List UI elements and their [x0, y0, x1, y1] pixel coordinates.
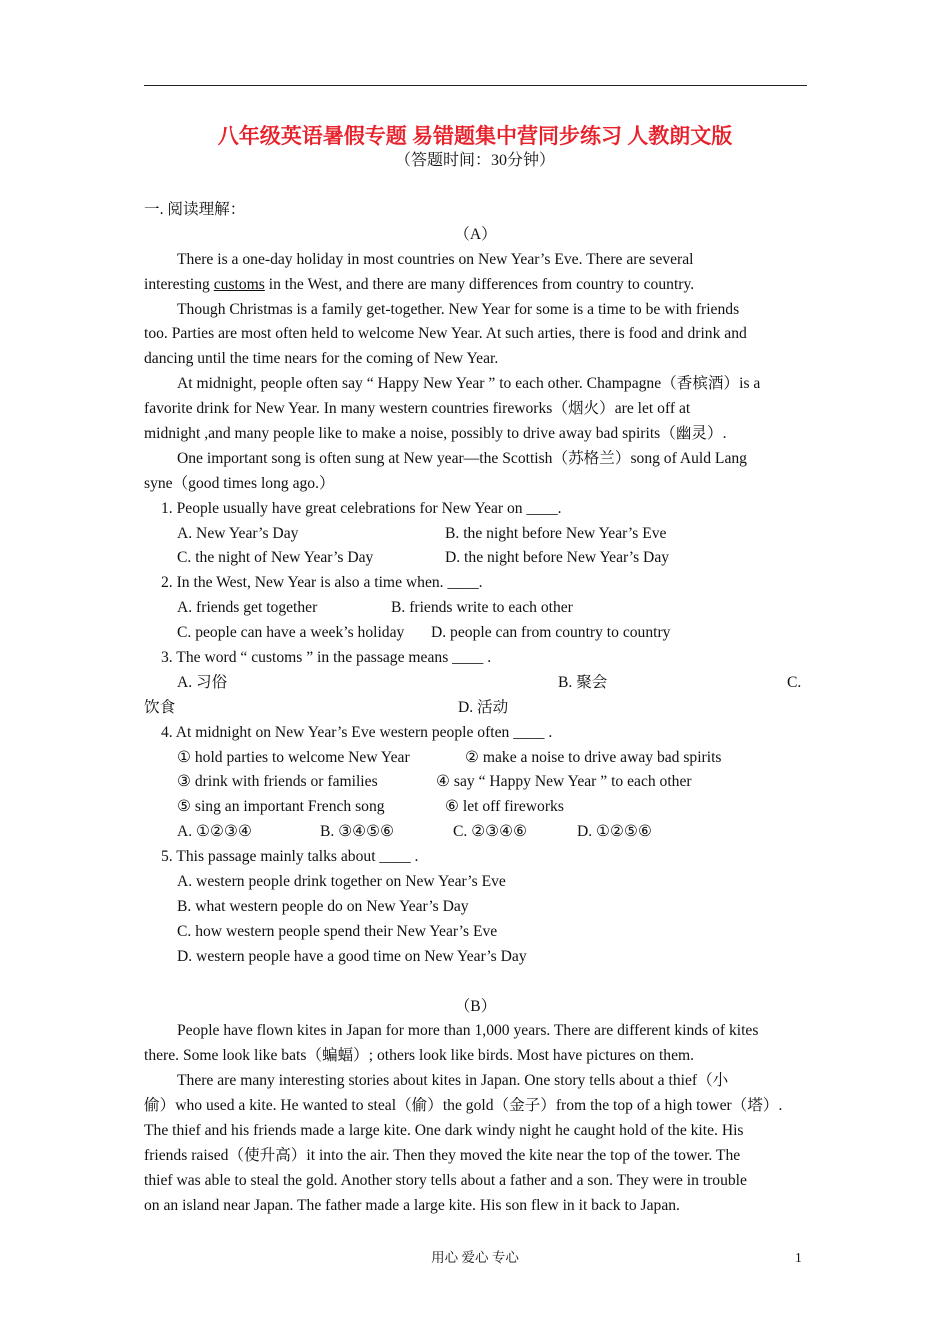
option-b: B. 聚会 — [558, 673, 608, 691]
question-4-options-row — [144, 820, 807, 845]
question-4-choices-row — [144, 746, 807, 771]
option-c: C. how western people spend their New Year’s Eve — [177, 922, 498, 940]
option-b: B. friends write to each other — [391, 599, 573, 617]
option-b: B. the night before New Year’s Eve — [445, 524, 667, 542]
question-2-options-row — [144, 596, 807, 621]
option-b: B. what western people do on New Year’s Day — [177, 897, 469, 915]
option-a: A. 习俗 — [177, 673, 228, 691]
passage-a-line: midnight ,and many people like to make a noise, possibly to drive away bad spirits（幽灵）. — [144, 425, 727, 443]
option-b: B. ③④⑤⑥ — [320, 823, 395, 841]
question-4-choices-row — [144, 770, 807, 795]
document-body — [144, 198, 807, 1219]
question-3-options-row — [144, 696, 807, 721]
option-a: A. western people drink together on New Year’s Eve — [177, 873, 506, 891]
passage-a-line: One important song is often sung at New year—the Scottish（苏格兰）song of Auld Lang — [177, 449, 747, 467]
section-heading: 一. 阅读理解： — [144, 201, 246, 218]
question-5-stem: 5. This passage mainly talks about ____ . — [161, 848, 419, 866]
footer-motto: 用心 爱心 专心 — [431, 1250, 519, 1265]
option-a: A. friends get together — [177, 599, 318, 617]
passage-a-line: too. Parties are most often held to welcome New Year. At such arties, there is food and drink and — [144, 325, 747, 343]
section-spacer — [144, 970, 807, 995]
passage-a-text: interesting — [144, 275, 214, 293]
question-4-choices-row — [144, 795, 807, 820]
choice-3: ③ drink with friends or families — [177, 773, 378, 791]
option-d: D. ①②⑤⑥ — [577, 823, 652, 841]
option-c-text: 饮食 — [144, 698, 176, 716]
choice-6: ⑥ let off fireworks — [445, 798, 564, 816]
passage-b-line: There are many interesting stories about kites in Japan. One story tells about a thief（小 — [177, 1072, 729, 1090]
passage-a-line: syne（good times long ago.） — [144, 474, 335, 492]
question-1-options-row — [144, 522, 807, 547]
option-d: D. people can from country to country — [431, 624, 671, 642]
passage-b-line: People have flown kites in Japan for more than 1,000 years. There are different kinds of kites — [177, 1022, 759, 1040]
question-3-options-row — [144, 671, 807, 696]
question-1-options-row — [144, 546, 807, 571]
question-4-stem: 4. At midnight on New Year’s Eve western people often ____ . — [161, 723, 553, 741]
passage-b-line: on an island near Japan. The father made a large kite. His son flew in it back to Japan. — [144, 1196, 680, 1214]
passage-a-line: There is a one-day holiday in most countries on New Year’s Eve. There are several — [177, 250, 694, 268]
option-d: D. the night before New Year’s Day — [445, 549, 670, 567]
passage-b-line: there. Some look like bats（蝙蝠）; others look like birds. Most have pictures on them. — [144, 1047, 695, 1065]
header-rule — [144, 85, 807, 86]
option-c-label: C. — [787, 673, 802, 691]
option-c: C. ②③④⑥ — [453, 823, 528, 841]
passage-a-line — [144, 273, 807, 298]
passage-b-line: 偷）who used a kite. He wanted to steal（偷）the gold（金子）from the top of a high tower（塔）. — [144, 1097, 783, 1115]
option-c: C. people can have a week’s holiday — [177, 624, 405, 642]
choice-4: ④ say “ Happy New Year ” to each other — [436, 773, 692, 791]
passage-b-line: thief was able to steal the gold. Another story tells about a father and a son. They were in trouble — [144, 1171, 747, 1189]
document-title: 八年级英语暑假专题 易错题集中营同步练习 人教朗文版 — [217, 124, 733, 148]
passage-b-line: friends raised（使升高）it into the air. Then they moved the kite near the top of the tower. The — [144, 1146, 741, 1164]
passage-a-text: in the West, and there are many differences from country to country. — [264, 275, 695, 293]
question-2-stem: 2. In the West, New Year is also a time when. ____. — [161, 574, 483, 592]
passage-a-line: At midnight, people often say “ Happy New Year ” to each other. Champagne（香槟酒）is a — [177, 375, 761, 393]
option-a: A. New Year’s Day — [177, 524, 299, 542]
option-d: D. western people have a good time on New Year’s Day — [177, 947, 527, 965]
time-limit-subtitle: （答题时间：30分钟） — [394, 152, 555, 169]
passage-a-line: dancing until the time nears for the coming of New Year. — [144, 350, 499, 368]
passage-b-line: The thief and his friends made a large kite. One dark windy night he caught hold of the kite. His — [144, 1121, 744, 1139]
choice-2: ② make a noise to drive away bad spirits — [465, 748, 722, 766]
passage-a-line: Though Christmas is a family get-together. New Year for some is a time to be with friends — [177, 300, 740, 318]
option-d: D. 活动 — [458, 698, 509, 716]
question-2-options-row — [144, 621, 807, 646]
choice-1: ① hold parties to welcome New Year — [177, 748, 410, 766]
underlined-word-customs: customs — [213, 275, 265, 293]
passage-a-label: （A） — [454, 225, 497, 243]
page-number: 1 — [795, 1250, 802, 1265]
choice-5: ⑤ sing an important French song — [177, 798, 385, 816]
passage-a-line: favorite drink for New Year. In many western countries fireworks（烟火）are let off at — [144, 400, 691, 418]
option-c: C. the night of New Year’s Day — [177, 549, 374, 567]
question-3-stem: 3. The word “ customs ” in the passage means ____ . — [161, 649, 492, 667]
passage-b-label: （B） — [454, 997, 497, 1015]
option-a: A. ①②③④ — [177, 823, 252, 841]
question-1-stem: 1. People usually have great celebrations for New Year on ____. — [161, 499, 562, 517]
